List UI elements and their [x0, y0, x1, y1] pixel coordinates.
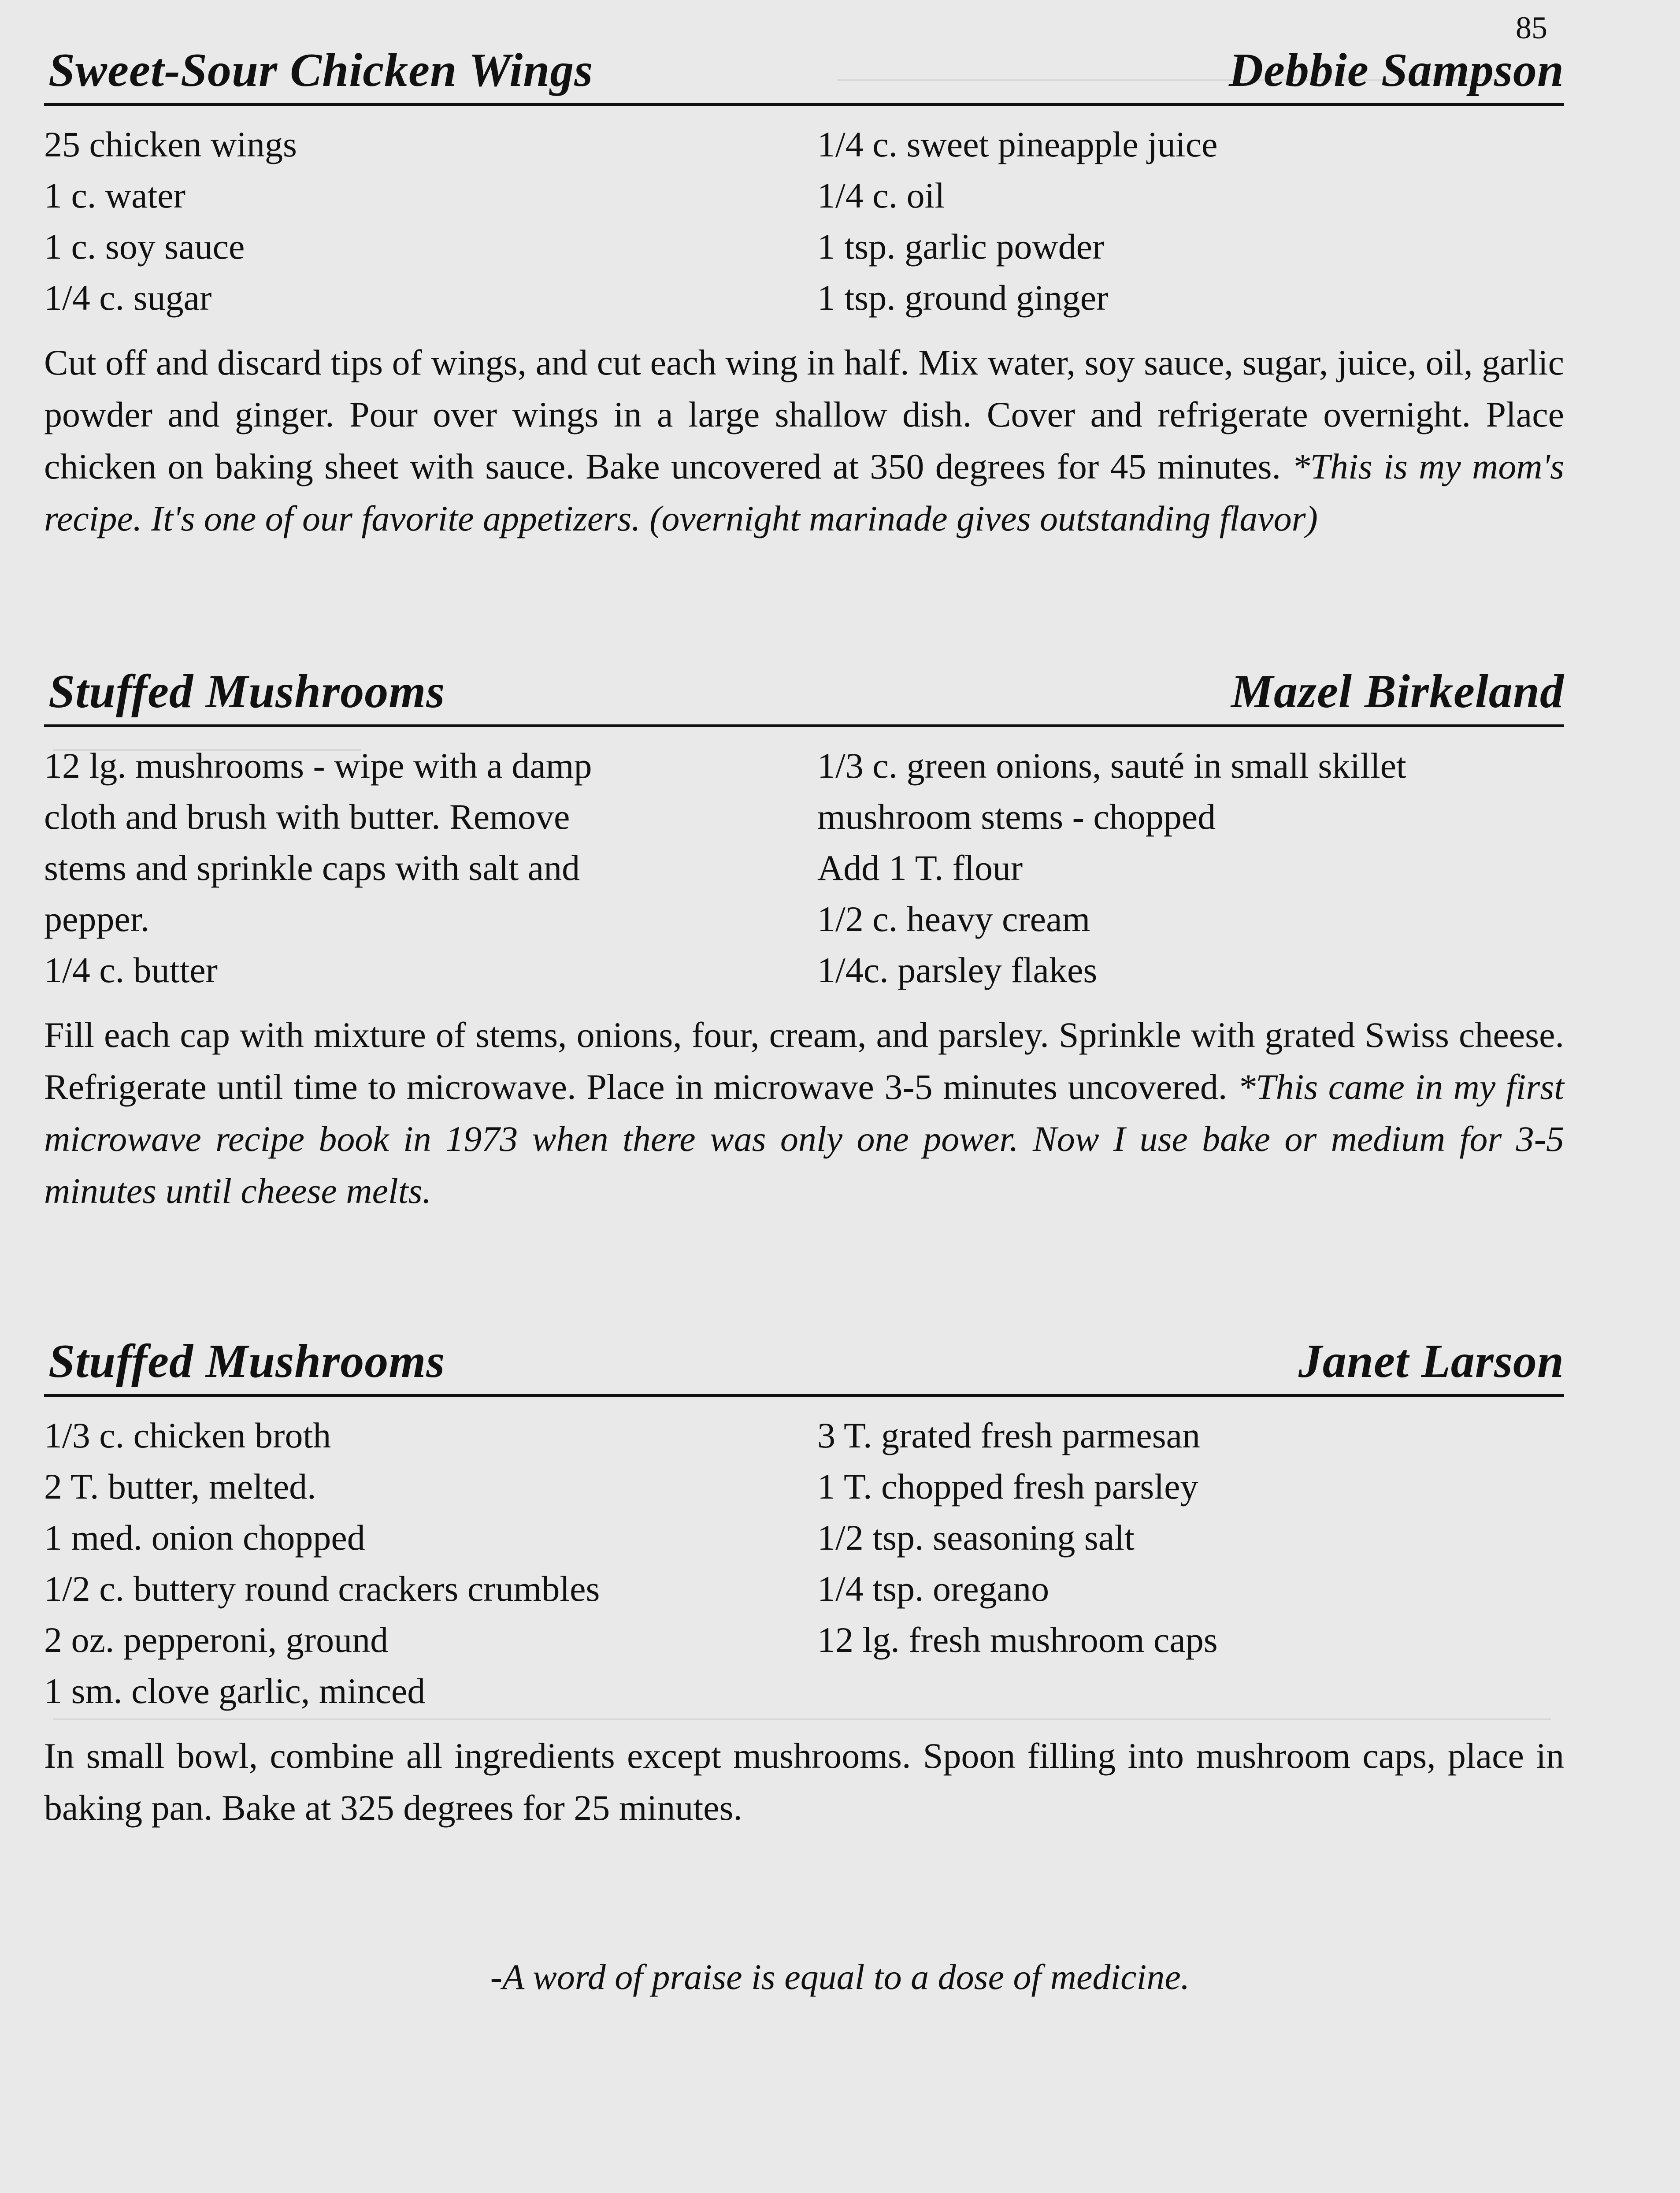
ingredient: cloth and brush with butter. Remove [44, 797, 570, 837]
directions-text: In small bowl, combine all ingredients except mushrooms. Spoon filling into mushroom caps, place in baking pan. Bake at 325 degrees for 25 minutes. [44, 1736, 1564, 1828]
ingredient: 1/2 tsp. seasoning salt [817, 1518, 1135, 1558]
ingredient: 1/3 c. chicken broth [44, 1415, 331, 1455]
header-rule [44, 103, 1564, 106]
ingredient: 1/4c. parsley flakes [817, 950, 1098, 990]
ingredient: 1 T. chopped fresh parsley [817, 1466, 1198, 1507]
ingredients-left-column [44, 1410, 804, 1717]
ingredient: 1/3 c. green onions, sauté in small skillet [817, 746, 1406, 786]
footer-quote: -A word of praise is equal to a dose of medicine. [490, 1957, 1190, 1997]
ingredient: 1/2 c. heavy cream [817, 899, 1090, 939]
ingredient: 1/4 c. oil [817, 175, 945, 215]
recipe-header [44, 639, 1564, 727]
recipe-header [44, 1309, 1564, 1397]
ingredients-right-column [804, 740, 1564, 996]
recipe-stuffed-mushrooms-birkeland [44, 639, 1564, 1253]
directions-text: Fill each cap with mixture of stems, onions, four, cream, and parsley. Sprinkle with grated Swiss cheese. Refrigerate until time to microwave. Place in microwave 3-5 minutes uncovered. [44, 1015, 1564, 1107]
ingredient: 12 lg. mushrooms - wipe with a damp [44, 746, 592, 786]
directions-text: Cut off and discard tips of wings, and cut each wing in half. Mix water, soy sauce, sugar, juice, oil, garlic powder and ginger. Pour over wings in a large shallow dish. Cover and refrigerate overnight. Place chicken on baking sheet with sauce. Bake uncovered at 350 degrees for 45 minutes. [44, 342, 1564, 486]
header-rule [44, 724, 1564, 727]
ingredient: 1/4 c. sugar [44, 278, 212, 318]
recipe-stuffed-mushrooms-larson [44, 1309, 1564, 1870]
ingredients-left-column [44, 740, 804, 996]
ingredient: 2 T. butter, melted. [44, 1466, 316, 1507]
ingredient: 2 oz. pepperoni, ground [44, 1620, 389, 1660]
ingredient: 1/4 c. sweet pineapple juice [817, 124, 1218, 164]
header-rule [44, 1394, 1564, 1397]
recipe-author: Mazel Birkeland [1231, 665, 1564, 718]
ingredient: 25 chicken wings [44, 124, 297, 164]
ingredient: mushroom stems - chopped [817, 797, 1216, 837]
recipe-directions [44, 1730, 1564, 1834]
ingredient: pepper. [44, 899, 150, 939]
recipe-directions [44, 337, 1564, 545]
ingredient: 3 T. grated fresh parmesan [817, 1415, 1201, 1455]
recipe-author: Debbie Sampson [1228, 44, 1564, 96]
ingredient: 1 tsp. ground ginger [817, 278, 1109, 318]
ingredient: 1 tsp. garlic powder [817, 226, 1105, 267]
ingredient: 1/4 c. butter [44, 950, 218, 990]
recipe-sweet-sour-chicken-wings [44, 18, 1564, 581]
recipe-title: Stuffed Mushrooms [48, 1335, 445, 1388]
ingredient: 1/2 c. buttery round crackers crumbles [44, 1569, 600, 1609]
page-number: 85 [1516, 10, 1547, 45]
recipe-author: Janet Larson [1298, 1335, 1564, 1388]
recipe-note: *This is my mom's recipe. It's one of our favorite appetizers. (overnight marinade gives outstanding flavor) [44, 446, 1564, 538]
recipe-header [44, 18, 1564, 106]
ingredient: 1 c. soy sauce [44, 226, 245, 267]
ingredient: 12 lg. fresh mushroom caps [817, 1620, 1218, 1660]
ingredients-left-column [44, 119, 804, 323]
ingredient: 1 med. onion chopped [44, 1518, 365, 1558]
ingredient: Add 1 T. flour [817, 848, 1023, 888]
ingredients-list [44, 119, 1564, 323]
recipe-directions [44, 1009, 1564, 1217]
ingredients-right-column [804, 119, 1564, 323]
ingredients-list [44, 740, 1564, 996]
ingredient: 1 sm. clove garlic, minced [44, 1671, 426, 1711]
ingredients-right-column [804, 1410, 1564, 1717]
ingredient: 1 c. water [44, 175, 185, 215]
recipe-title: Stuffed Mushrooms [48, 665, 445, 718]
ingredient: 1/4 tsp. oregano [817, 1569, 1050, 1609]
ingredient: stems and sprinkle caps with salt and [44, 848, 580, 888]
ingredients-list [44, 1410, 1564, 1717]
recipe-title: Sweet-Sour Chicken Wings [48, 44, 593, 96]
recipe-note: *This came in my first microwave recipe book in 1973 when there was only one power. Now I use bake or medium for 3-5 minutes until cheese melts. [44, 1067, 1565, 1211]
